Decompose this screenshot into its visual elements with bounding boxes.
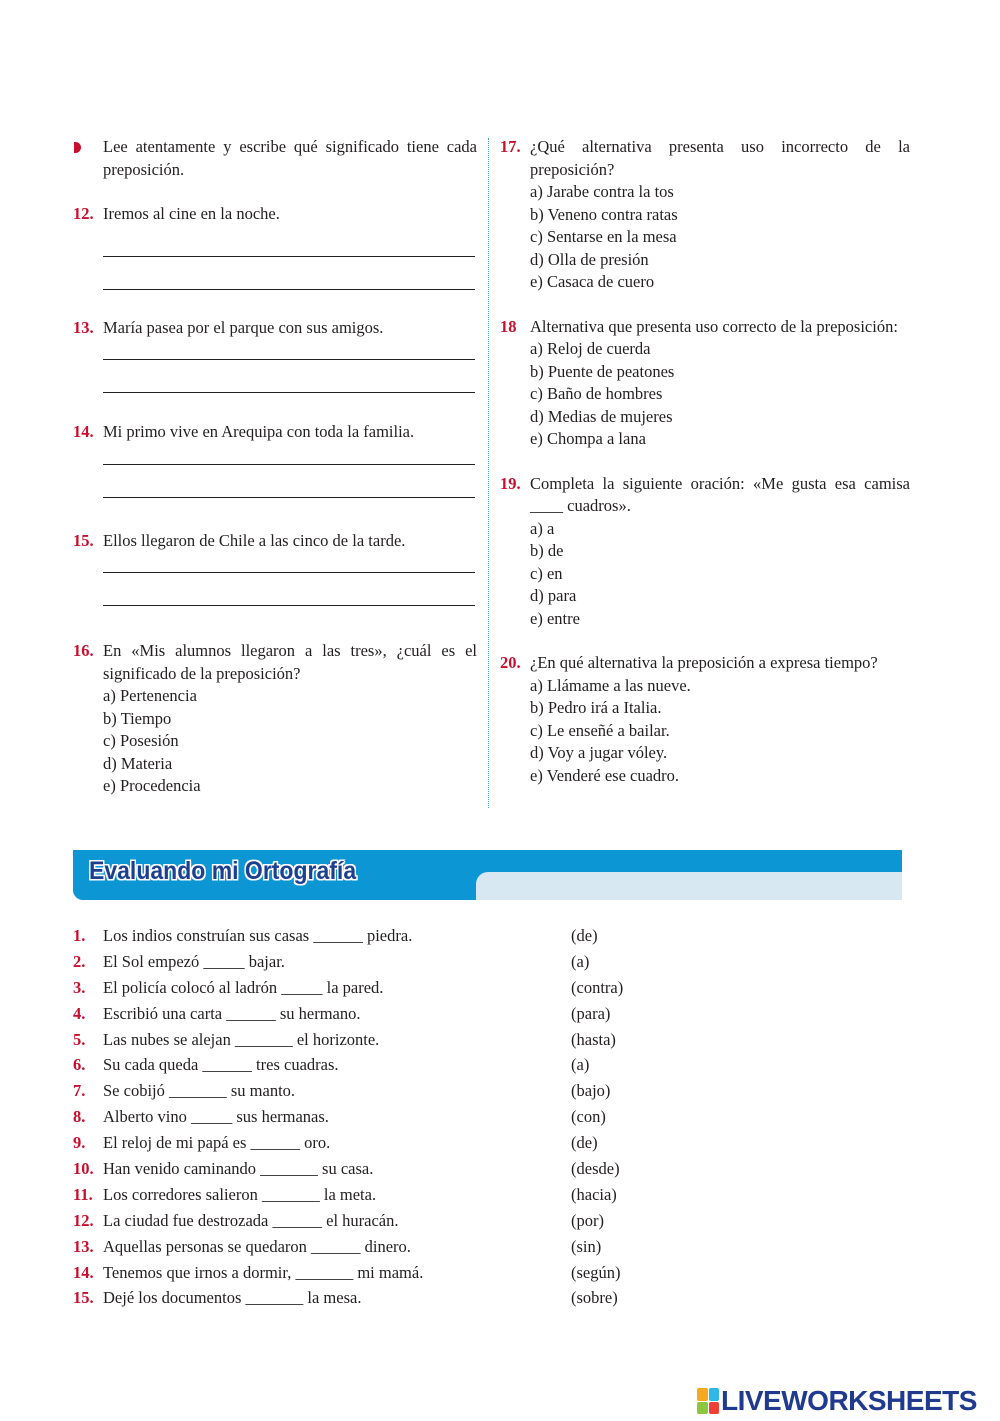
question-number: 15.: [73, 530, 94, 550]
list-item: [73, 1285, 673, 1311]
question-text: María pasea por el parque con sus amigos.: [103, 317, 384, 337]
option-a[interactable]: a) Pertenencia: [103, 686, 197, 705]
item-sentence[interactable]: El policía colocó al ladrón _____ la pared.: [103, 977, 384, 997]
item-preposition: (sin): [571, 1236, 602, 1256]
list-item: [73, 975, 673, 1001]
list-item: [73, 1234, 673, 1260]
item-number: 10.: [73, 1159, 94, 1179]
list-item: [73, 1001, 673, 1027]
question-number: 18: [500, 316, 517, 336]
logo-tile: [697, 1402, 708, 1415]
item-number: 6.: [73, 1055, 86, 1075]
option-a[interactable]: a) Reloj de cuerda: [530, 339, 651, 358]
list-item: [73, 1260, 673, 1286]
option-d[interactable]: d) para: [530, 586, 577, 605]
option-c[interactable]: c) Posesión: [103, 731, 179, 750]
option-e[interactable]: e) Procedencia: [103, 776, 201, 795]
left-column: [73, 136, 477, 798]
item-number: 11.: [73, 1184, 93, 1204]
options-list: [530, 518, 910, 631]
option-a[interactable]: a) Jarabe contra la tos: [530, 182, 674, 201]
option-d[interactable]: d) Materia: [103, 753, 173, 773]
item-sentence[interactable]: Los indios construían sus casas ______ piedra.: [103, 926, 413, 945]
logo-tile: [709, 1388, 720, 1401]
item-preposition: (a): [571, 951, 590, 971]
option-c[interactable]: c) en: [530, 563, 563, 583]
list-item: [73, 949, 673, 975]
option-a[interactable]: a) Llámame a las nueve.: [530, 675, 691, 695]
item-sentence[interactable]: El reloj de mi papá es ______ oro.: [103, 1133, 331, 1153]
option-e[interactable]: e) Venderé ese cuadro.: [530, 765, 680, 785]
question-15: [73, 530, 477, 553]
list-item: [73, 1130, 673, 1156]
item-number: 8.: [73, 1107, 86, 1127]
question-text: ¿Qué alternativa presenta uso incorrecto de la preposición?: [530, 137, 910, 179]
list-item: [73, 1052, 673, 1078]
options-list: [530, 338, 910, 451]
option-e[interactable]: e) entre: [530, 608, 580, 628]
list-item: [73, 923, 673, 949]
question-number: 16.: [73, 641, 94, 660]
option-b[interactable]: b) Veneno contra ratas: [530, 204, 678, 224]
item-preposition: (sobre): [571, 1288, 618, 1308]
options-list: [103, 685, 477, 798]
question-18: [500, 316, 910, 451]
item-sentence[interactable]: Los corredores salieron _______ la meta.: [103, 1184, 377, 1204]
item-preposition: (desde): [571, 1159, 620, 1179]
instruction-text: Lee atentamente y escribe qué significado tiene cada preposición.: [103, 137, 477, 179]
options-list: [530, 181, 910, 294]
item-preposition: (hasta): [571, 1029, 616, 1049]
option-d[interactable]: d) Medias de mujeres: [530, 406, 673, 426]
bullet-icon: [74, 142, 81, 153]
question-number: 20.: [500, 653, 521, 672]
list-item: [73, 1182, 673, 1208]
instruction: [73, 136, 477, 181]
logo-text: LIVEWORKSHEETS: [721, 1385, 977, 1416]
item-preposition: (hacia): [571, 1184, 617, 1204]
question-14: [73, 421, 477, 444]
question-text: ¿En qué alternativa la preposición a expresa tiempo?: [530, 653, 878, 672]
option-c[interactable]: c) Sentarse en la mesa: [530, 227, 677, 246]
option-c[interactable]: c) Le enseñé a bailar.: [530, 720, 670, 740]
question-number: 13.: [73, 317, 94, 337]
item-preposition: (a): [571, 1055, 590, 1075]
list-item: [73, 1208, 673, 1234]
item-number: 9.: [73, 1133, 86, 1153]
question-number: 12.: [73, 204, 94, 223]
section-title: Evaluando mi Ortografía: [89, 857, 357, 885]
logo-mark-icon: [697, 1388, 719, 1414]
question-16: [73, 640, 477, 798]
question-12: [73, 203, 477, 226]
option-d[interactable]: d) Olla de presión: [530, 249, 649, 269]
option-b[interactable]: b) Tiempo: [103, 708, 172, 728]
item-number: 15.: [73, 1288, 94, 1308]
question-number: 17.: [500, 137, 521, 156]
item-number: 1.: [73, 926, 86, 945]
item-sentence[interactable]: Dejé los documentos _______ la mesa.: [103, 1288, 362, 1308]
item-number: 4.: [73, 1003, 86, 1023]
item-sentence[interactable]: La ciudad fue destrozada ______ el huracán.: [103, 1210, 399, 1230]
item-number: 2.: [73, 951, 86, 971]
option-a[interactable]: a) a: [530, 518, 555, 538]
item-sentence[interactable]: Las nubes se alejan _______ el horizonte.: [103, 1029, 380, 1049]
item-preposition: (para): [571, 1003, 611, 1023]
item-sentence[interactable]: Aquellas personas se quedaron ______ dinero.: [103, 1236, 411, 1256]
item-number: 5.: [73, 1029, 86, 1049]
item-number: 14.: [73, 1262, 94, 1282]
logo-tile: [709, 1402, 720, 1415]
question-19: [500, 473, 910, 631]
question-text: Mi primo vive en Arequipa con toda la familia.: [103, 422, 415, 441]
list-item: [73, 1078, 673, 1104]
question-text: Alternativa que presenta uso correcto de la preposición:: [530, 316, 898, 336]
item-sentence[interactable]: Han venido caminando _______ su casa.: [103, 1159, 374, 1179]
option-c[interactable]: c) Baño de hombres: [530, 384, 663, 403]
item-sentence[interactable]: Se cobijó _______ su manto.: [103, 1081, 296, 1101]
question-17: [500, 136, 910, 294]
option-e[interactable]: e) Chompa a lana: [530, 429, 646, 448]
item-preposition: (por): [571, 1210, 604, 1230]
item-number: 7.: [73, 1081, 86, 1101]
logo-tile: [697, 1388, 708, 1401]
item-sentence[interactable]: Tenemos que irnos a dormir, _______ mi mamá.: [103, 1262, 424, 1282]
option-e[interactable]: e) Casaca de cuero: [530, 272, 655, 291]
question-text: Completa la siguiente oración: «Me gusta esa camisa ____ cuadros».: [530, 473, 910, 515]
question-13: [73, 317, 477, 340]
orthography-list: [73, 923, 673, 1311]
list-item: [73, 1156, 673, 1182]
right-column: [500, 136, 910, 787]
item-sentence[interactable]: Su cada queda ______ tres cuadras.: [103, 1055, 339, 1075]
liveworksheets-logo[interactable]: [697, 1386, 977, 1416]
option-b[interactable]: b) Puente de peatones: [530, 361, 675, 381]
item-number: 3.: [73, 977, 86, 997]
question-text: Ellos llegaron de Chile a las cinco de la tarde.: [103, 530, 406, 550]
item-number: 13.: [73, 1236, 94, 1256]
option-b[interactable]: b) de: [530, 541, 564, 560]
question-text: En «Mis alumnos llegaron a las tres», ¿cuál es el significado de la preposición?: [103, 641, 477, 683]
item-preposition: (de): [571, 1133, 598, 1153]
column-divider: [488, 138, 489, 808]
item-preposition: (según): [571, 1262, 621, 1282]
item-preposition: (de): [571, 926, 598, 945]
item-preposition: (con): [571, 1107, 606, 1127]
question-number: 19.: [500, 473, 521, 493]
item-preposition: (contra): [571, 977, 624, 997]
option-b[interactable]: b) Pedro irá a Italia.: [530, 698, 662, 717]
list-item: [73, 1027, 673, 1053]
list-item: [73, 1104, 673, 1130]
question-20: [500, 652, 910, 787]
option-d[interactable]: d) Voy a jugar vóley.: [530, 743, 668, 762]
question-number: 14.: [73, 422, 94, 441]
question-text: Iremos al cine en la noche.: [103, 204, 280, 223]
item-sentence[interactable]: Escribió una carta ______ su hermano.: [103, 1003, 361, 1023]
item-sentence[interactable]: El Sol empezó _____ bajar.: [103, 951, 285, 971]
item-number: 12.: [73, 1210, 94, 1230]
item-sentence[interactable]: Alberto vino _____ sus hermanas.: [103, 1107, 329, 1127]
banner-tab: [476, 872, 902, 900]
options-list: [530, 675, 910, 788]
item-preposition: (bajo): [571, 1081, 611, 1101]
section-banner: [73, 850, 902, 900]
